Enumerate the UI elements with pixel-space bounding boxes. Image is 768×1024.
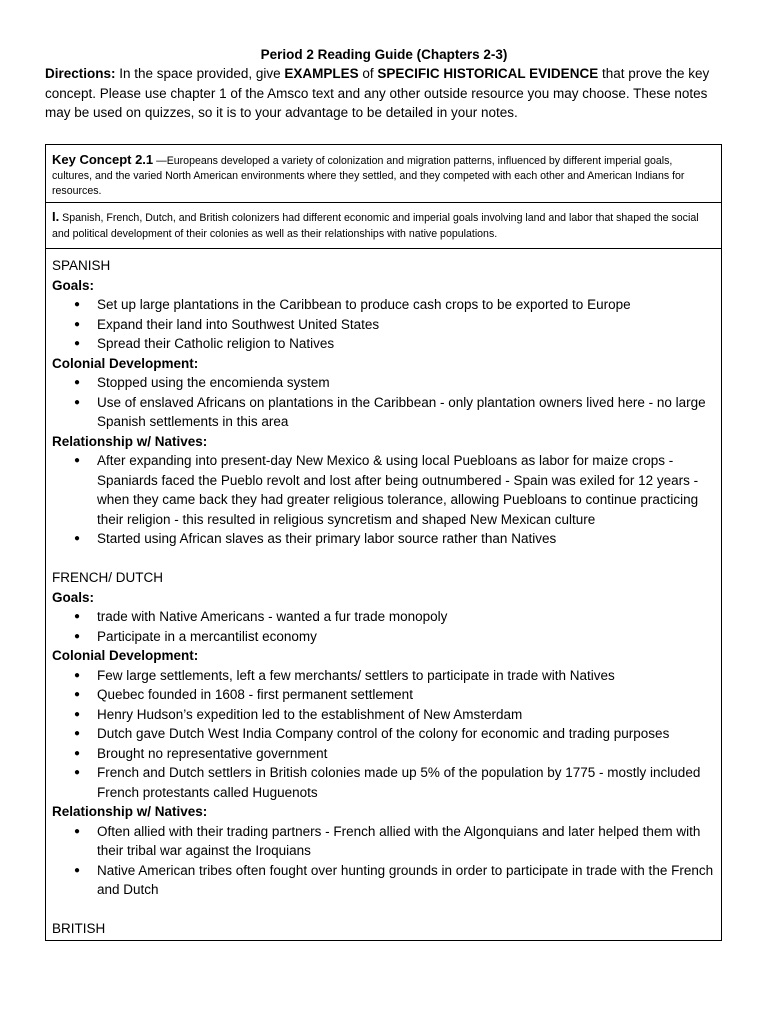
directions-text-1: In the space provided, give	[115, 66, 285, 81]
french-dutch-goals-label: Goals:	[52, 589, 95, 605]
key-concept-row	[46, 145, 721, 203]
notes-table	[45, 144, 722, 941]
list-item: ● Stopped using the encomienda system	[97, 373, 715, 393]
key-concept-label: Key Concept 2.1	[52, 152, 154, 167]
key-concept-text: —Europeans developed a variety of colonization and migration patterns, influenced by different imperial goals, cultures, and the varied North American environments where they settled, and they competed with each other and American Indians for resources.	[52, 155, 685, 197]
list-item: ● After expanding into present-day New Mexico & using local Puebloans as labor for maize crops - Spaniards faced the Pueblo revolt and lost after being outnumbered - Spain was exiled for 12 years - when they came back they had greater religious tolerance, allowing Puebloans to continue practicing their religion - this resulted in religious syncretism and shaped New Mexican culture	[97, 451, 715, 529]
spanish-rel-label: Relationship w/ Natives:	[52, 433, 208, 449]
french-dutch-rel-label: Relationship w/ Natives:	[52, 804, 208, 819]
section-one-row	[46, 203, 721, 249]
spanish-goals-label: Goals:	[52, 277, 95, 293]
directions-text-3: that prove the key concept. Please use chapter 1 of the Amsco text and any other outside resource you may choose. These notes may be used on quizzes, so it is to your advantage to be detailed in your notes.	[45, 66, 710, 120]
french-dutch-rel-list	[52, 822, 715, 900]
section-one-numeral: I.	[52, 209, 60, 224]
french-dutch-goals-list	[52, 607, 715, 646]
spanish-dev-label: Colonial Development:	[52, 355, 199, 371]
list-item: ● Brought no representative government	[97, 744, 715, 764]
directions-bold-evidence: SPECIFIC HISTORICAL EVIDENCE	[377, 66, 599, 81]
directions-text-2: of	[358, 66, 378, 81]
spanish-heading: SPANISH	[52, 258, 111, 273]
list-item: ● Use of enslaved Africans on plantations in the Caribbean - only plantation owners lived here - no large Spanish settlements in this area	[97, 393, 715, 432]
list-item: ● Often allied with their trading partners - French allied with the Algonquians and later helped them with their tribal war against the Iroquians	[97, 822, 715, 861]
notes-content	[46, 249, 721, 939]
spanish-goals-list	[52, 295, 715, 354]
list-item: ● Expand their land into Southwest United States	[97, 315, 715, 335]
list-item: ● French and Dutch settlers in British colonies made up 5% of the population by 1775 - mostly included French protestants called Huguenots	[97, 763, 715, 802]
list-item: ● Set up large plantations in the Caribbean to produce cash crops to be exported to Europe	[97, 295, 715, 315]
list-item: ● Started using African slaves as their primary labor source rather than Natives	[97, 529, 715, 549]
list-item: ● Spread their Catholic religion to Natives	[97, 334, 715, 354]
british-heading: BRITISH	[52, 921, 106, 936]
french-dutch-dev-list	[52, 666, 715, 803]
list-item: ● trade with Native Americans - wanted a fur trade monopoly	[97, 607, 715, 627]
list-item: ● Henry Hudson’s expedition led to the establishment of New Amsterdam	[97, 705, 715, 725]
list-item: ● Participate in a mercantilist economy	[97, 627, 715, 647]
directions-label: Directions:	[45, 66, 116, 81]
french-dutch-heading: FRENCH/ DUTCH	[52, 570, 163, 585]
list-item: ● Dutch gave Dutch West India Company control of the colony for economic and trading purposes	[97, 724, 715, 744]
directions-bold-examples: EXAMPLES	[284, 66, 359, 81]
page-title: Period 2 Reading Guide (Chapters 2-3)	[260, 47, 508, 62]
list-item: ● Native American tribes often fought over hunting grounds in order to participate in trade with the French and Dutch	[97, 861, 715, 900]
french-dutch-dev-label: Colonial Development:	[52, 648, 199, 663]
section-one-text: Spanish, French, Dutch, and British colonizers had different economic and imperial goals involving land and labor that shaped the social and political development of their colonies as well as their relationships with native populations.	[52, 212, 699, 240]
list-item: ● Few large settlements, left a few merchants/ settlers to participate in trade with Natives	[97, 666, 715, 686]
spanish-dev-list	[52, 373, 715, 432]
list-item: ● Quebec founded in 1608 - first permanent settlement	[97, 685, 715, 705]
spanish-rel-list	[52, 451, 715, 549]
directions-paragraph	[45, 64, 725, 123]
